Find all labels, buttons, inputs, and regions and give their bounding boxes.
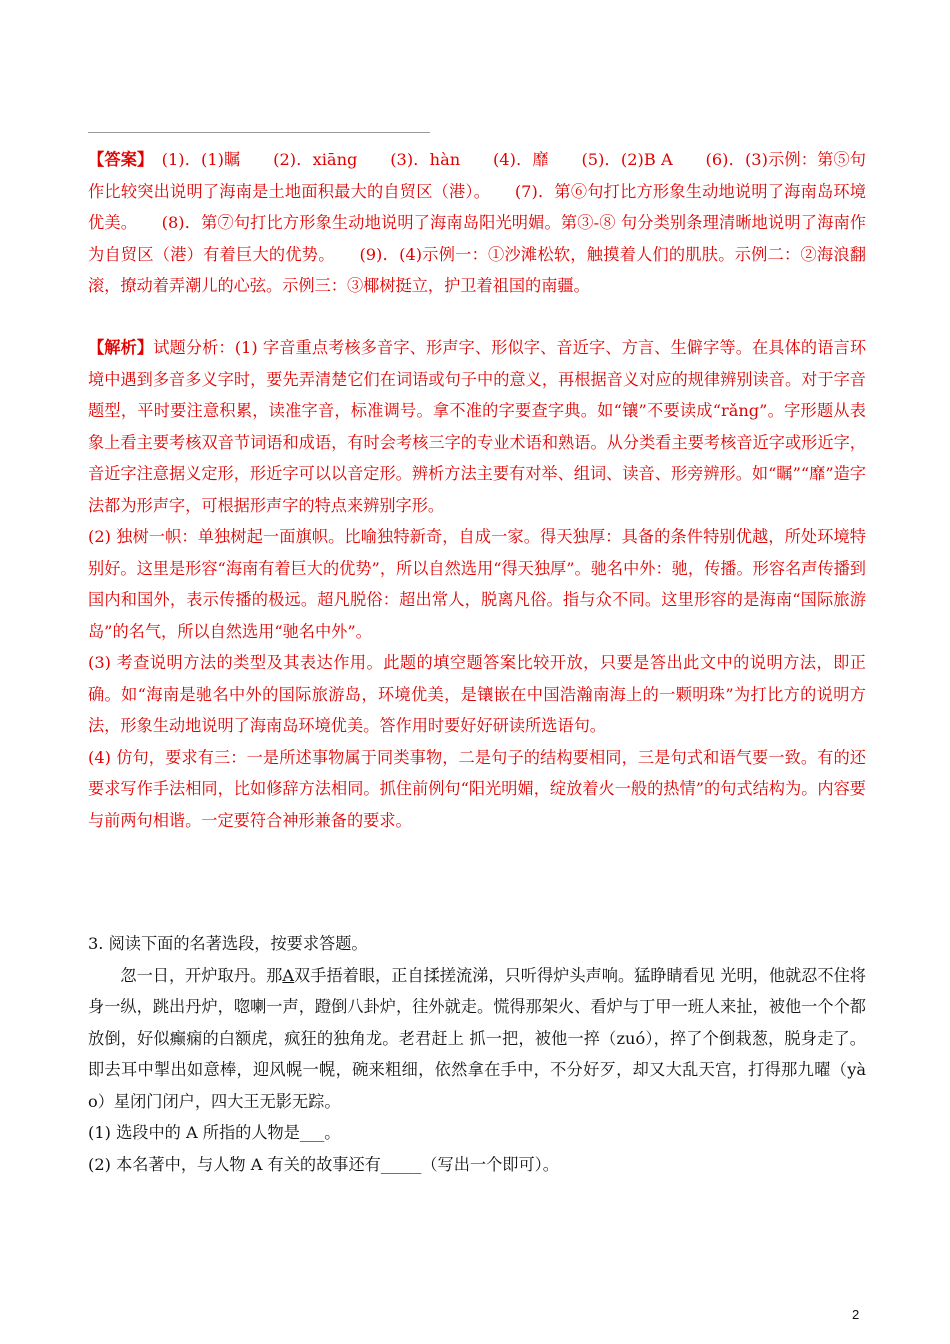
question-3-passage [88, 960, 866, 1118]
question-3-sub-2: (2) 本名著中，与人物 A 有关的故事还有_____（写出一个即可）。 [88, 1154, 559, 1174]
passage-mark-a: A [282, 965, 295, 985]
analysis-paragraph-4: (4) 仿句，要求有三：一是所述事物属于同类事物，二是句子的结构要相同，三是句式和语气要一致。有的还要求写作手法相同，比如修辞方法相同。抓住前例句“阳光明媚，绽放着火一般的热情”的句式结构为。内容要与前两句相谐。一定要符合神形兼备的要求。 [88, 747, 866, 830]
analysis-paragraph-3: (3) 考查说明方法的类型及其表达作用。此题的填空题答案比较开放，只要是答出此文中的说明方法，即正确。如“海南是驰名中外的国际旅游岛，环境优美，是镶嵌在中国浩瀚南海上的一颗明珠”为打比方的说明方法，形象生动地说明了海南岛环境优美。答作用时要好好研读所选语句。 [88, 653, 866, 735]
question-3-block [88, 928, 866, 1180]
passage-rest: 双手捂着眼，正自揉搓流涕，只听得炉头声响。猛睁睛看见 光明，他就忍不住将身一纵，跳出丹炉，唿喇一声，蹬倒八卦炉，往外就走。慌得那架火、看炉与丁甲一班人来扯，被他一个个都放倒，好似癫痫的白额虎，疯狂的独角龙。老君赶上 抓一把，被他一捽（zuó），捽了个倒栽葱，脱身走了。即去耳中掣出如意棒，迎风幌一幌，碗来粗细，依然拿在手中，不分好歹，却又大乱天宫，打得那九曜（yào）星闭门闭户，四大王无影无踪。 [88, 965, 866, 1111]
answer-paragraph [88, 144, 866, 302]
question-3-title: 3. 阅读下面的名著选段，按要求答题。 [88, 934, 368, 953]
analysis-paragraph-1 [88, 332, 866, 521]
question-3-sub-1: (1) 选段中的 A 所指的人物是___。 [88, 1123, 341, 1142]
answer-block [88, 144, 866, 302]
analysis-block [88, 332, 866, 836]
analysis-paragraph-2: (2) 独树一帜：单独树起一面旗帜。比喻独特新奇，自成一家。得天独厚：具备的条件特别优越，所处环境特别好。这里是形容“海南有着巨大的优势”，所以自然选用“得天独厚”。驰名中外：驰，传播。形容名声传播到国内和国外，表示传播的极远。超凡脱俗：超出常人，脱离凡俗。指与众不同。这里形容的是海南“国际旅游岛”的名气，所以自然选用“驰名中外”。 [88, 527, 866, 641]
passage-start: 忽一日，开炉取丹。那 [120, 965, 283, 985]
answer-text: (1)．(1)瞩 (2)．xiāng (3)．hàn (4)．靡 (5)．(2)B A (6)．(3)示例：第⑤句作比较突出说明了海南是土地面积最大的自贸区（港）。 (7)．第⑥句打比方形象生动地说明了海南岛环境优美。 (8)．第⑦句打比方形象生动地说明了海南岛阳光明媚。第③-⑧ 句分类别条理清晰地说明了海南作为自贸区（港）有着巨大的优势。 (9)．(4)示例一：①沙滩松软，触摸着人们的肌肤。示例二：②海浪翻滚，撩动着弄潮儿的心弦。示例三：③椰树挺立，护卫着祖国的南疆。 [88, 150, 866, 295]
analysis-tag: 【解析】 [88, 338, 154, 357]
header-rule [88, 132, 430, 133]
answer-tag: 【答案】 [88, 150, 146, 169]
page-number: 2 [852, 1307, 860, 1322]
analysis-text-1: 试题分析：(1) 字音重点考核多音字、形声字、形似字、音近字、方言、生僻字等。在具体的语言环境中遇到多音多义字时，要先弄清楚它们在词语或句子中的意义，再根据音义对应的规律辨别读音。对于字音题型，平时要注意积累，读准字音，标准调号。拿不准的字要查字典。如“镶”不要读成“rǎng”。字形题从表象上看主要考核双音节词语和成语，有时会考核三字的专业术语和熟语。从分类看主要考核音近字或形近字，音近字注意据义定形，形近字可以以音定形。辨析方法主要有对举、组词、读音、形旁辨形。如“瞩”“靡”造字法都为形声字，可根据形声字的特点来辨别字形。 [88, 338, 867, 515]
